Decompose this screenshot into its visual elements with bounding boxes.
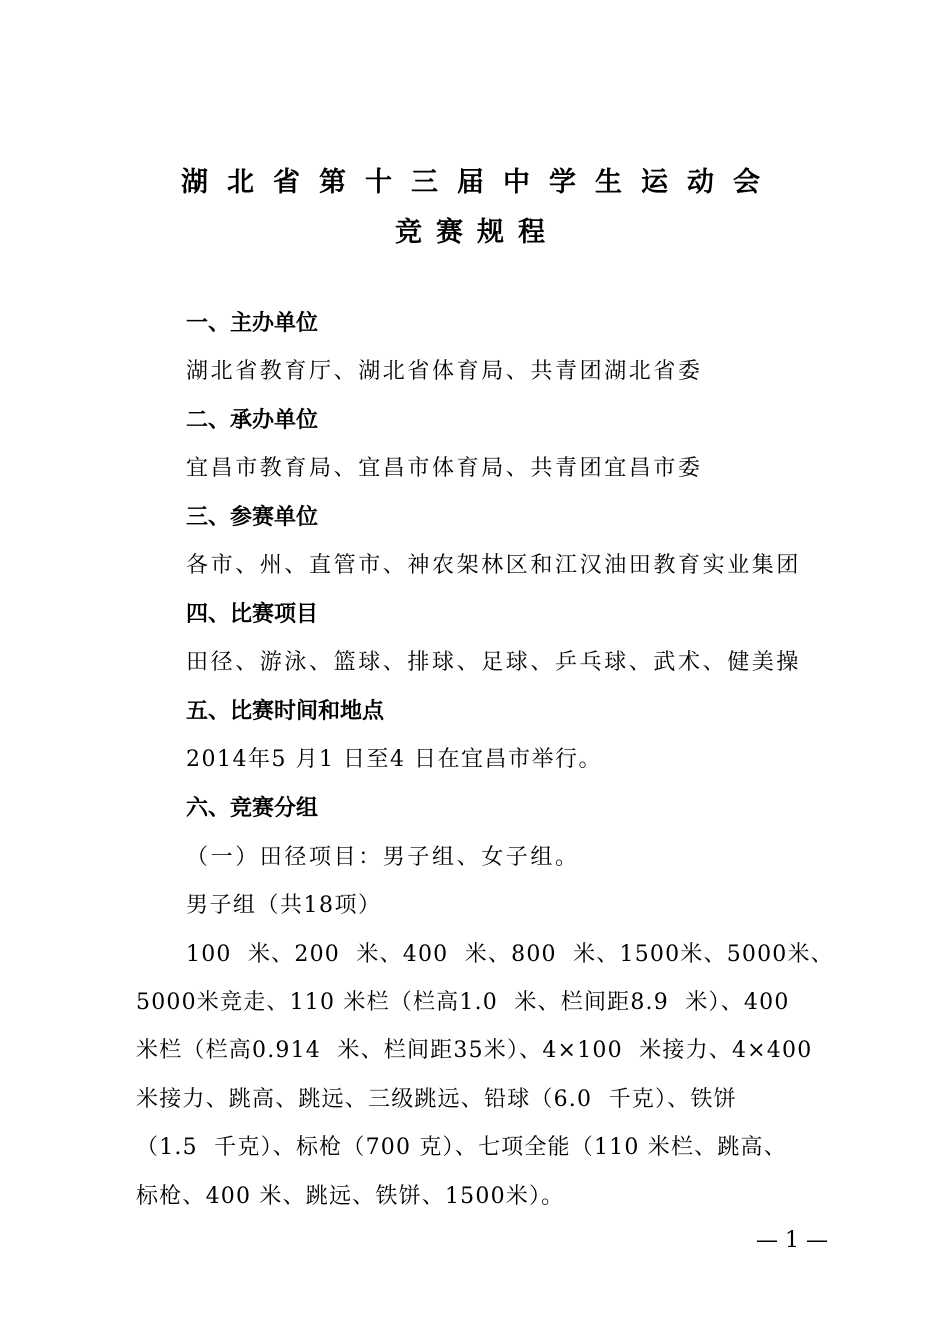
men-events-line-2: 5000米竞走、110 米栏（栏高1.0 米、栏间距8.9 米）、400 <box>136 990 790 1015</box>
men-events-line-6: 标枪、400 米、跳远、铁饼、1500米）。 <box>136 1184 565 1209</box>
section-content-organizer: 湖北省教育厅、湖北省体育局、共青团湖北省委 <box>186 359 703 384</box>
section-heading-participants: 三、参赛单位 <box>186 505 319 530</box>
section-content-events: 田径、游泳、篮球、排球、足球、乒乓球、武术、健美操 <box>186 650 802 675</box>
section-heading-host: 二、承办单位 <box>186 408 319 433</box>
men-events-line-1: 100 米、200 米、400 米、800 米、1500米、5000米、 <box>186 942 834 967</box>
section-content-participants: 各市、州、直管市、神农架林区和江汉油田教育实业集团 <box>186 553 802 578</box>
men-events-line-5: （1.5 千克）、标枪（700 克）、七项全能（110 米栏、跳高、 <box>136 1135 787 1160</box>
section-heading-organizer: 一、主办单位 <box>186 311 319 336</box>
section-content-time-place: 2014年5 月1 日至4 日在宜昌市举行。 <box>186 747 602 772</box>
section-heading-events: 四、比赛项目 <box>186 602 319 627</box>
section-heading-groups: 六、竞赛分组 <box>186 796 319 821</box>
men-group-label: 男子组（共18项） <box>186 893 382 918</box>
men-events-line-3: 米栏（栏高0.914 米、栏间距35米）、4×100 米接力、4×400 <box>136 1038 813 1063</box>
section-heading-time-place: 五、比赛时间和地点 <box>186 699 385 724</box>
document-title: 湖北省第十三届中学生运动会 <box>181 167 779 198</box>
document-subtitle: 竞赛规程 <box>395 217 559 248</box>
page-number: — 1 — <box>756 1228 828 1253</box>
section-content-host: 宜昌市教育局、宜昌市体育局、共青团宜昌市委 <box>186 456 703 481</box>
section-content-groups: （一）田径项目：男子组、女子组。 <box>186 845 580 870</box>
men-events-line-4: 米接力、跳高、跳远、三级跳远、铅球（6.0 千克）、铁饼 <box>136 1087 737 1112</box>
